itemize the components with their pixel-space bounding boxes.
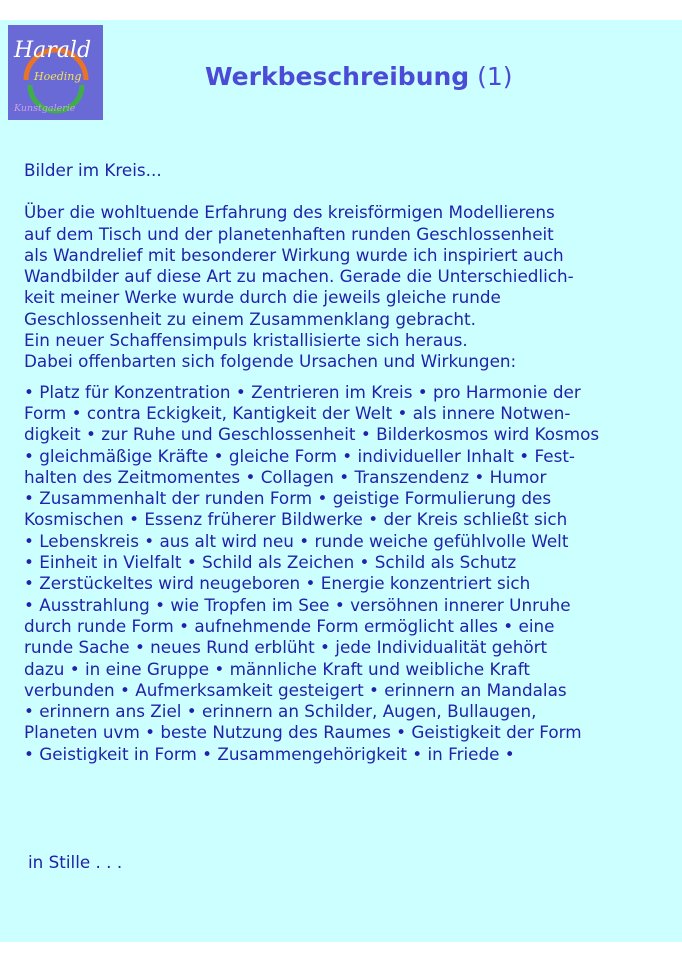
keyword-line: runde Sache • neues Rund erblüht • jede Individualität gehört [24, 637, 548, 658]
keyword-list [24, 382, 664, 765]
keyword-line: • Geistigkeit in Form • Zusammengehörigkeit • in Friede • [24, 743, 515, 764]
keyword-line: halten des Zeitmomentes • Collagen • Transzendenz • Humor [24, 466, 547, 487]
keyword-line: • Ausstrahlung • wie Tropfen im See • versöhnen innerer Unruhe [24, 594, 571, 615]
paragraph-line: keit meiner Werke wurde durch die jeweils gleiche runde [24, 287, 501, 308]
closing-text: in Stille . . . [28, 852, 123, 872]
title-main: Werkbeschreibung [205, 62, 470, 91]
keyword-line: Kosmischen • Essenz früherer Bildwerke • der Kreis schließt sich [24, 509, 568, 530]
logo-text-hoeding: Hoeding [34, 70, 82, 83]
keyword-line: • erinnern ans Ziel • erinnern an Schilder, Augen, Bullaugen, [24, 701, 537, 722]
logo-text-harald: Harald [14, 38, 92, 63]
keyword-line: digkeit • zur Ruhe und Geschlossenheit • Bilderkosmos wird Kosmos [24, 424, 600, 445]
paragraph-line: auf dem Tisch und der planetenhaften runden Geschlossenheit [24, 223, 554, 244]
keyword-line: Form • contra Eckigkeit, Kantigkeit der Welt • als innere Notwen- [24, 402, 571, 423]
paragraph-line: als Wandrelief mit besonderer Wirkung wurde ich inspiriert auch [24, 244, 564, 265]
page-title [205, 62, 513, 91]
paragraph-line: Wandbilder auf diese Art zu machen. Gerade die Unterschiedlich- [24, 266, 574, 287]
description-body [24, 160, 664, 765]
keyword-line: • Platz für Konzentration • Zentrieren im Kreis • pro Harmonie der [24, 381, 581, 402]
paragraph-line: Ein neuer Schaffensimpuls kristallisierte sich heraus. [24, 330, 468, 351]
keyword-line: Planeten uvm • beste Nutzung des Raumes • Geistigkeit der Form [24, 722, 582, 743]
keyword-line: • Einheit in Vielfalt • Schild als Zeichen • Schild als Schutz [24, 552, 517, 573]
logo-text-gallery: Kunstgalerie [14, 103, 76, 114]
paragraph-line: Über die wohltuende Erfahrung des kreisförmigen Modellierens [24, 202, 555, 223]
title-suffix: (1) [469, 62, 513, 91]
logo-graphic [8, 25, 103, 120]
keyword-line: • Lebenskreis • aus alt wird neu • runde weiche gefühlvolle Welt [24, 530, 569, 551]
description-paragraph [24, 202, 664, 372]
paragraph-line: Geschlossenheit zu einem Zusammenklang gebracht. [24, 308, 476, 329]
keyword-line: verbunden • Aufmerksamkeit gesteigert • erinnern an Mandalas [24, 679, 567, 700]
keyword-line: • gleichmäßige Kräfte • gleiche Form • individueller Inhalt • Fest- [24, 445, 575, 466]
harald-logo [8, 25, 103, 120]
keyword-line: durch runde Form • aufnehmende Form ermöglicht alles • eine [24, 615, 555, 636]
keyword-line: dazu • in eine Gruppe • männliche Kraft und weibliche Kraft [24, 658, 530, 679]
page-background [0, 20, 682, 942]
keyword-line: • Zerstückeltes wird neugeboren • Energie konzentriert sich [24, 573, 531, 594]
paragraph-line: Dabei offenbarten sich folgende Ursachen und Wirkungen: [24, 351, 517, 372]
intro-text: Bilder im Kreis... [24, 160, 162, 180]
keyword-line: • Zusammenhalt der runden Form • geistige Formulierung des [24, 488, 552, 509]
